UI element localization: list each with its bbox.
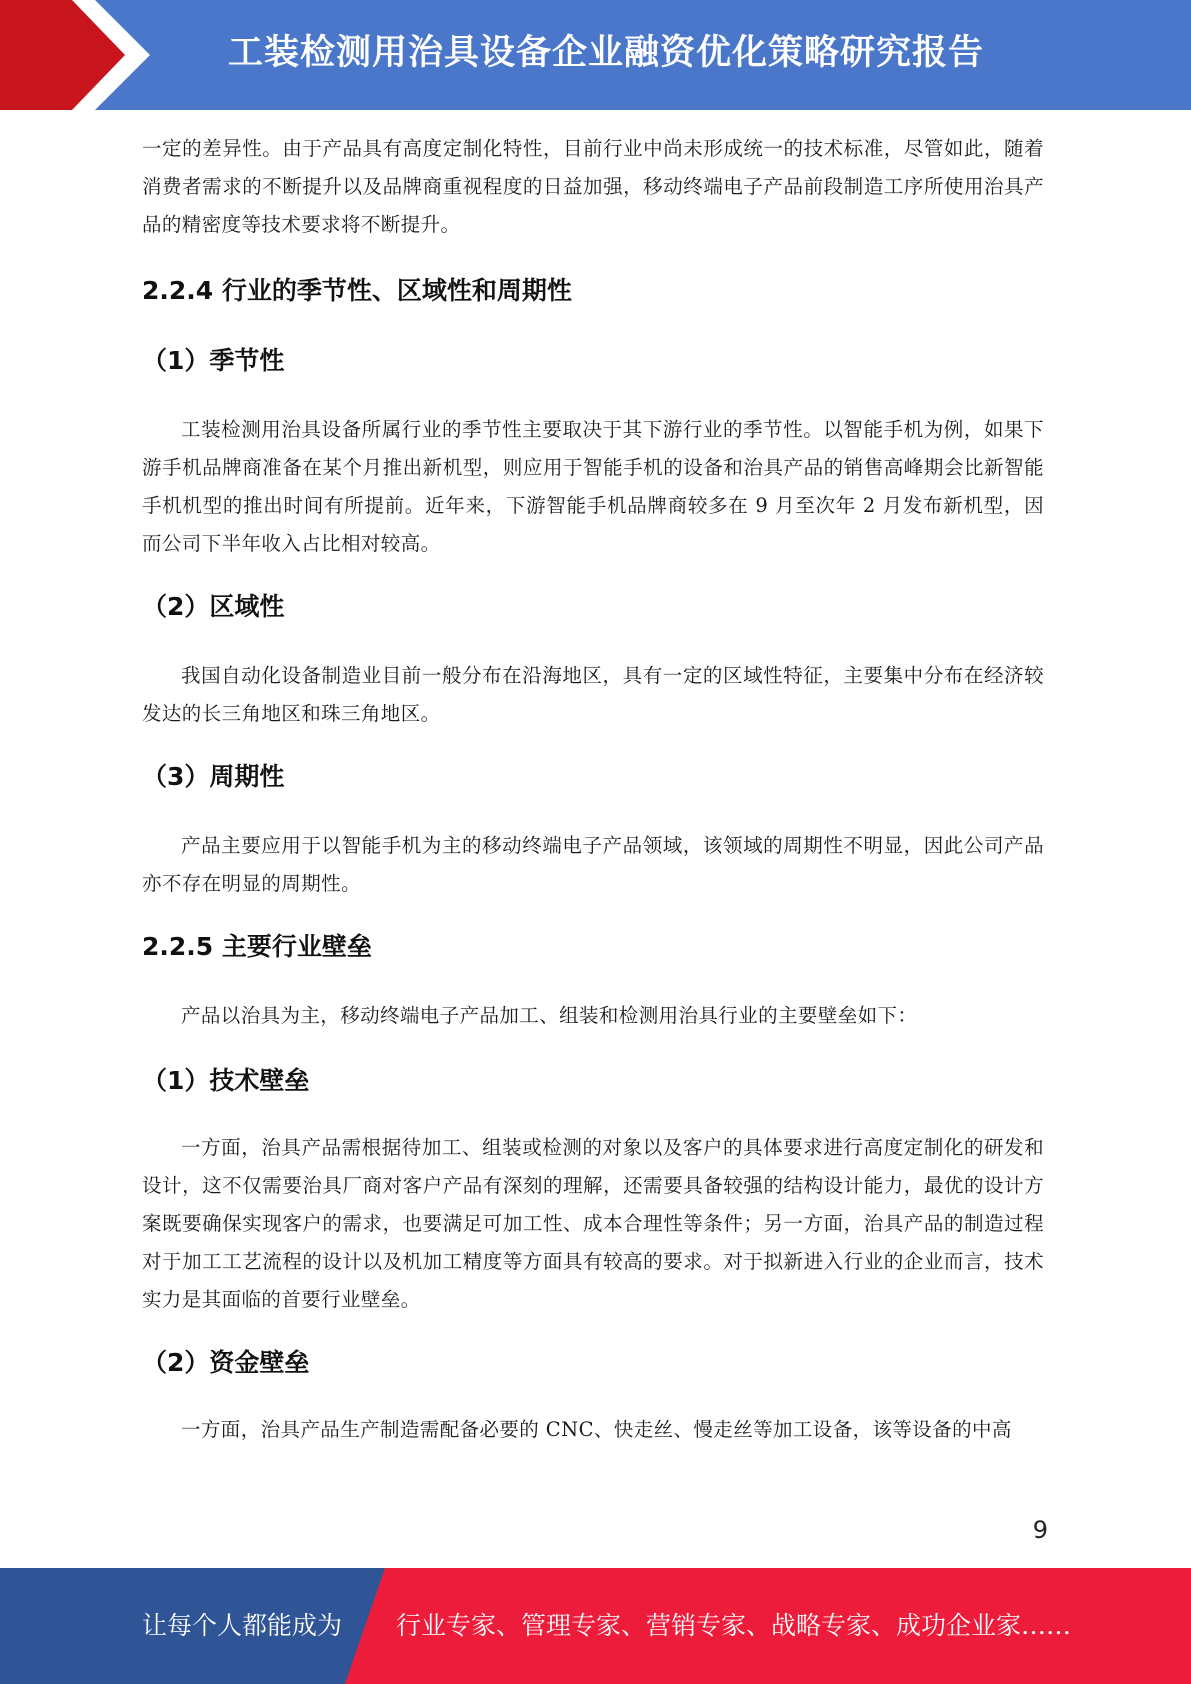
subheading-capital-barrier: （2）资金壁垒 (142, 1348, 310, 1377)
paragraph-capital-barrier: 一方面，治具产品生产制造需配备必要的 CNC、快走丝、慢走丝等加工设备，该等设备的中高 (181, 1418, 1012, 1441)
paragraph-intro: 一定的差异性。由于产品具有高度定制化特性，目前行业中尚未形成统一的技术标准，尽管如此，随着消费者需求的不断提升以及品牌商重视程度的日益加强，移动终端电子产品前段制造工序所使用治具产品的精密度等技术要求将不断提升。 (142, 137, 1044, 236)
subheading-tech-barrier: （1）技术壁垒 (142, 1066, 310, 1095)
footer-banner (0, 1568, 1191, 1684)
header-arrow-decoration (0, 0, 160, 110)
document-body (142, 130, 1044, 1449)
footer-slogan-left: 让每个人都能成为 (142, 1611, 343, 1640)
section-heading-2-2-5: 2.2.5 主要行业壁垒 (142, 932, 372, 961)
paragraph-cyclical: 产品主要应用于以智能手机为主的移动终端电子产品领域，该领域的周期性不明显，因此公司产品亦不存在明显的周期性。 (142, 834, 1044, 895)
section-heading-2-2-4: 2.2.4 行业的季节性、区域性和周期性 (142, 276, 572, 305)
paragraph-barriers-intro: 产品以治具为主，移动终端电子产品加工、组装和检测用治具行业的主要壁垒如下： (181, 1004, 918, 1027)
page-number: 9 (1032, 1516, 1048, 1544)
paragraph-seasonal: 工装检测用治具设备所属行业的季节性主要取决于其下游行业的季节性。以智能手机为例，如果下游手机品牌商准备在某个月推出新机型，则应用于智能手机的设备和治具产品的销售高峰期会比新智能手机机型的推出时间有所提前。近年来，下游智能手机品牌商较多在 9 月至次年 2 月发布新机型，因而公司下半年收入占比相对较高。 (142, 418, 1044, 555)
subheading-seasonal: （1）季节性 (142, 346, 285, 375)
paragraph-tech-barrier: 一方面，治具产品需根据待加工、组装或检测的对象以及客户的具体要求进行高度定制化的研发和设计，这不仅需要治具厂商对客户产品有深刻的理解，还需要具备较强的结构设计能力，最优的设计方案既要确保实现客户的需求，也要满足可加工性、成本合理性等条件；另一方面，治具产品的制造过程对于加工工艺流程的设计以及机加工精度等方面具有较高的要求。对于拟新进入行业的企业而言，技术实力是其面临的首要行业壁垒。 (142, 1136, 1044, 1311)
subheading-regional: （2）区域性 (142, 592, 285, 621)
document-title: 工装检测用治具设备企业融资优化策略研究报告 (228, 33, 985, 73)
footer-slogan-right: 行业专家、管理专家、营销专家、战略专家、成功企业家…… (396, 1611, 1072, 1640)
subheading-cyclical: （3）周期性 (142, 762, 285, 791)
header-banner (0, 0, 1191, 110)
paragraph-regional: 我国自动化设备制造业目前一般分布在沿海地区，具有一定的区域性特征，主要集中分布在经济较发达的长三角地区和珠三角地区。 (142, 664, 1044, 725)
